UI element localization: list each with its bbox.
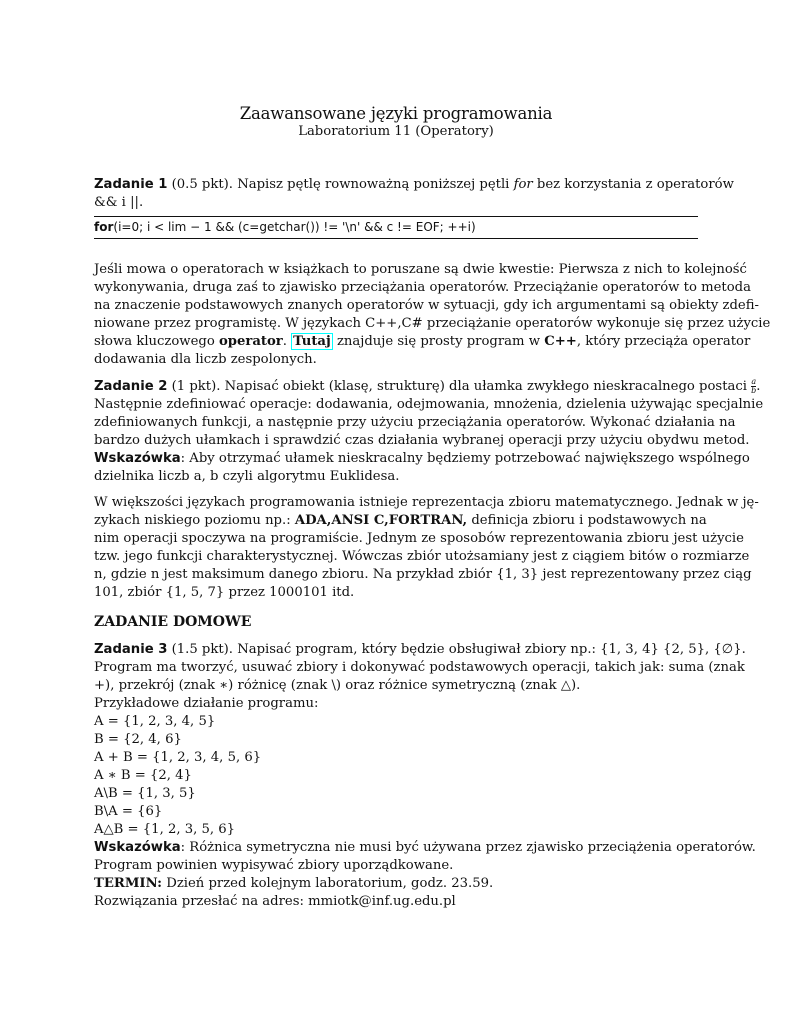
code-rule-top [94,216,698,217]
example-line: B = {2, 4, 6} [94,732,182,747]
deadline-label: TERMIN: [94,876,163,891]
para1-line: niowane przez programistę. W językach C++,C# przeciążanie operatorów wykonuje się przez użycie [94,316,771,331]
task1-points: (0.5 pkt). [171,177,234,192]
deadline-text: Dzień przed kolejnym laboratorium, godz. 23.59. [166,876,494,891]
page-title: Zaawansowane języki programowania [239,104,553,123]
para1-line: dodawania dla liczb zespolonych. [94,352,317,367]
homework-hint-line2: Program powinien wypisywać zbiory uporządkowane. [94,858,454,873]
deadline-line [94,875,698,893]
task1-label: Zadanie 1 [94,177,168,192]
para1-line: na znaczenie podstawowych znanych operatorów w sytuacji, gdy ich argumentami są obiekty zdefi- [94,298,759,313]
para2-text: definicja zbioru i podstawowych na [471,513,707,528]
homework-heading: ZADANIE DOMOWE [94,614,252,630]
task2-line: dzielnika liczb a, b czyli algorytmu Euklidesa. [94,469,400,484]
task3-line1 [94,641,746,659]
task1-line1 [94,176,734,194]
example-line: A = {1, 2, 3, 4, 5} [94,714,216,729]
para2-line: tzw. jego funkcji charakterystycznej. Wówczas zbiór utożsamiany jest z ciągiem bitów o rozmiarze [94,549,750,564]
task1-for-word: for [513,177,533,192]
para2-line2 [94,512,707,530]
example-line: A + B = {1, 2, 3, 4, 5, 6} [94,750,262,765]
code-rule-bottom [94,238,698,239]
task3-text: Napisać program, który będzie obsługiwał zbiory np.: {1, 3, 4} {2, 5}, {∅}. [237,642,746,657]
task1-line2: && i ||. [94,195,144,210]
task2-points: (1 pkt). [171,379,221,394]
example-line: A ∗ B = {2, 4} [94,768,192,783]
submit-line: Rozwiązania przesłać na adres: mmiotk@inf.ug.edu.pl [94,894,456,909]
example-intro: Przykładowe działanie programu: [94,696,319,711]
task3-line: Program ma tworzyć, usuwać zbiory i dokonywać podstawowych operacji, takich jak: suma (znak [94,660,745,675]
example-line: A\B = {1, 3, 5} [94,786,196,801]
fraction [751,378,756,395]
para2-line: W większości językach programowania istnieje reprezentacja zbioru matematycznego. Jednak w ję- [94,495,759,510]
code-text: (i=0; i < lim − 1 && (c=getchar()) != '\n' && c != EOF; ++i) [113,220,476,234]
task2-line: bardzo dużych ułamkach i sprawdzić czas działania wybranej operacji przy użyciu obydwu metod. [94,433,750,448]
task2-line: zdefiniowanych funkcji, a następnie przy użyciu przeciążania operatorów. Wykonać działania na [94,415,736,430]
tutaj-link[interactable]: Tutaj [293,334,331,349]
task2-label: Zadanie 2 [94,379,168,394]
para2-line: 101, zbiór {1, 5, 7} przez 1000101 itd. [94,585,355,600]
task3-label: Zadanie 3 [94,642,168,657]
para1-text: znajduje się prosty program w [336,334,541,349]
task1-text: Napisz pętlę rownoważną poniższej pętli [237,177,510,192]
homework-hint [94,839,756,857]
languages-bold: ADA,ANSI C,FORTRAN, [294,513,468,528]
para1-line: wykonywania, druga zaś to zjawisko przeciążania operatorów. Przeciążanie operatorów to metoda [94,280,751,295]
hint-text: : Aby otrzymać ułamek nieskracalny będziemy potrzebować największego wspólnego [180,451,750,466]
hint-text: : Różnica symetryczna nie musi być używana przez zjawisko przeciążenia operatorów. [180,840,756,855]
example-line: B\A = {6} [94,804,163,819]
para2-line: nim operacji spoczywa na programiście. Jednym ze sposobów reprezentowania zbioru jest użycie [94,531,744,546]
para2-text: zykach niskiego poziomu np.: [94,513,291,528]
task2-line1: Zadanie 2 (1 pkt). Napisać obiekt (klasę, strukturę) dla ułamka zwykłego nieskracalnego postaci $\frac{a}{b}$ . [94,377,761,395]
task2-hint [94,450,750,468]
cpp-label: C++ [544,334,577,349]
para1-text: , który przeciąża operator [576,334,751,349]
fraction-numerator: a [751,377,757,386]
hint-label: Wskazówka [94,840,181,855]
operator-keyword: operator [218,334,283,349]
hint-label: Wskazówka [94,451,181,466]
fraction-denominator: b [751,386,757,395]
example-line: A△B = {1, 2, 3, 5, 6} [94,822,236,837]
task3-line: +), przekrój (znak ∗) różnicę (znak \) oraz różnice symetryczną (znak △). [94,678,581,693]
task1-text-end: bez korzystania z operatorów [536,177,734,192]
para1-line5: słowa kluczowego operator. Tutaj znajduje się prosty program w C++, który przeciąża operator [94,334,751,349]
para1-line: Jeśli mowa o operatorach w książkach to poruszane są dwie kwestie: Pierwsza z nich to kolejność [94,262,747,277]
page-subtitle: Laboratorium 11 (Operatory) [298,124,494,139]
task2-line: Następnie zdefiniować operacje: dodawania, odejmowania, mnożenia, dzielenia używając specjalnie [94,397,764,412]
code-block [94,219,476,235]
para2-line: n, gdzie n jest maksimum danego zbioru. Na przykład zbiór {1, 3} jest reprezentowany przez ciąg [94,567,752,582]
task2-text: Napisać obiekt (klasę, strukturę) dla ułamka zwykłego nieskracalnego postaci [224,379,747,394]
code-keyword: for [94,220,114,234]
para1-text: słowa kluczowego [94,334,215,349]
task3-points: (1.5 pkt). [171,642,234,657]
